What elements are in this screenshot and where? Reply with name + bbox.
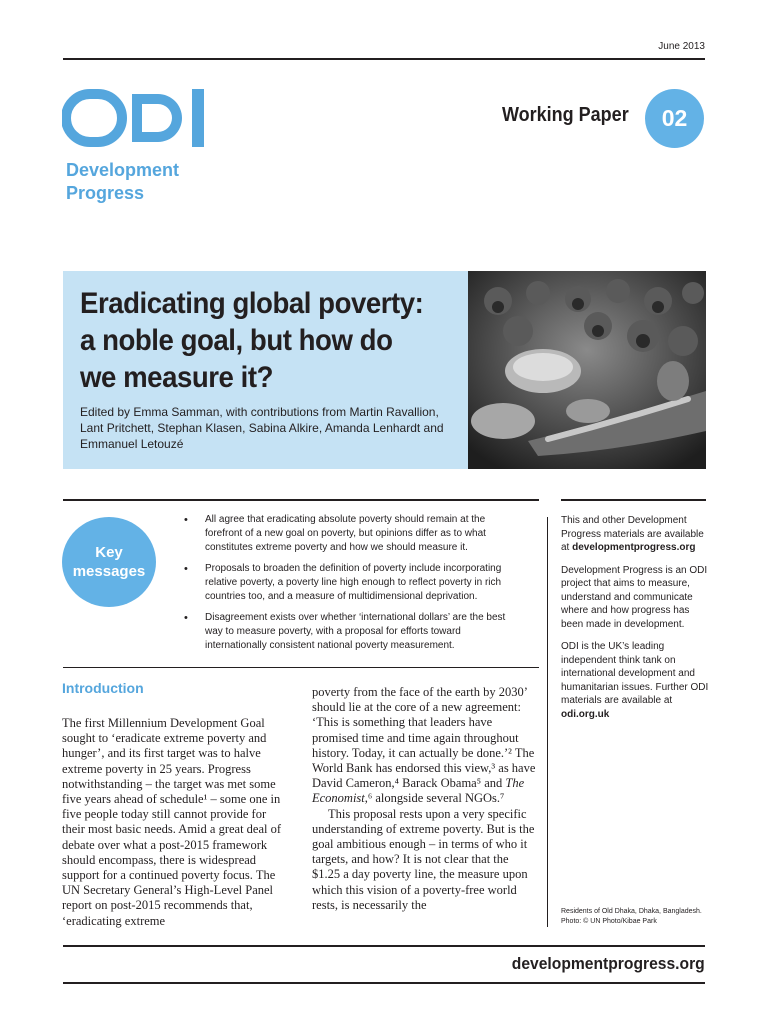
sidebar-divider	[547, 517, 548, 927]
brand-name	[66, 159, 179, 205]
odi-logo	[62, 89, 208, 147]
intro-text: ,⁶ alongside several NGOs.⁷	[364, 791, 505, 806]
caption-line-1: Residents of Old Dhaka, Dhaka, Bangladesh.	[561, 908, 702, 915]
intro-column-1: The first Millennium Development Goal sought to ‘eradicate extreme poverty and hunger’, and its first target was to halve extreme poverty in 25 years. Progress notwithstanding – the target was met some five years ahead of schedule¹ – some one in five people today still cannot provide for their most basic needs. Amid a great deal of debate over what a post-2015 framework should encompass, there is widespread support for a continued poverty focus. The UN Secretary General’s High-Level Panel report on post-2015 recommends that, ‘eradicating extreme	[62, 716, 282, 928]
key-messages-list	[180, 513, 525, 660]
sidebar-odi-description	[561, 640, 711, 721]
top-rule	[63, 58, 705, 60]
key-messages-label-2: messages	[72, 563, 146, 580]
key-messages-bottom-rule	[63, 667, 539, 668]
introduction-heading: Introduction	[62, 680, 144, 696]
working-paper-label: Working Paper	[502, 104, 629, 126]
footer-url[interactable]: developmentprogress.org	[512, 954, 705, 973]
brand-line-2: Progress	[66, 183, 145, 203]
publication-name: The Economist	[312, 776, 525, 806]
page-title	[80, 285, 430, 396]
title-line-3: we measure it?	[80, 361, 273, 394]
key-messages-label-1: Key	[95, 544, 123, 561]
intro-paragraph: This proposal rests upon a very specific understanding of extreme poverty. But is the goal ambitious enough – in terms of who it targets, and how? It is not clear that the $1.25 a day poverty line, the measure upon which this vision of a poverty-free world rests, is necessarily the	[312, 806, 535, 912]
sidebar-text: This and other Development Progress materials are available at	[561, 515, 704, 553]
key-message-item: • Disagreement exists over whether ‘international dollars’ are the best way to measure poverty, with a proposal for efforts toward internationally consistent national poverty measurement.	[180, 611, 525, 653]
sidebar	[561, 514, 711, 730]
paper-number-badge: 02	[645, 89, 704, 148]
title-line-1: Eradicating global poverty:	[80, 287, 424, 320]
key-message-item: • Proposals to broaden the definition of poverty include incorporating relative poverty, a poverty line high enough to reflect poverty in rich countries too, and a measure of multidimensional deprivation.	[180, 562, 525, 604]
title-line-2: a noble goal, but how do	[80, 324, 393, 357]
sidebar-project-description: Development Progress is an ODI project that aims to measure, understand and communicate where and how progress has been made in development.	[561, 564, 708, 630]
editors-credit: Edited by Emma Samman, with contributions from Martin Ravallion, Lant Pritchett, Stephan Klasen, Sabina Alkire, Amanda Lenhardt and Emmanuel Letouzé	[80, 405, 444, 451]
brand-line-1: Development	[66, 160, 180, 180]
cover-photo	[468, 271, 706, 469]
key-messages-top-rule	[63, 499, 539, 501]
key-messages-badge	[62, 517, 156, 607]
publication-date: June 2013	[658, 41, 705, 52]
intro-text: poverty from the face of the earth by 2030’ should lie at the core of a new agreement: ‘This is something that leaders have promised time and time again throughout history. Today, it can actually be done.’² The World Bank has endorsed this view,³ as have David Cameron,⁴ Barack Obama⁵ and	[312, 685, 536, 791]
intro-column-2	[312, 685, 536, 913]
sidebar-top-rule	[561, 499, 706, 501]
photo-caption	[561, 907, 716, 927]
odi-link[interactable]: odi.org.uk	[561, 708, 610, 720]
intro-paragraph	[312, 685, 536, 807]
caption-line-2: Photo: © UN Photo/Kibae Park	[561, 918, 657, 925]
sidebar-text: ODI is the UK’s leading independent think tank on international development and humanitarian issues. Further ODI materials are available at	[561, 641, 709, 706]
footer-bottom-rule	[63, 982, 705, 984]
developmentprogress-link[interactable]: developmentprogress.org	[572, 542, 696, 553]
key-message-item: • All agree that eradicating absolute poverty should remain at the forefront of a new goal on poverty, but opinions differ as to what constitutes extreme poverty and how we should measure it.	[180, 513, 525, 555]
footer-top-rule	[63, 945, 705, 947]
sidebar-availability	[561, 514, 711, 555]
